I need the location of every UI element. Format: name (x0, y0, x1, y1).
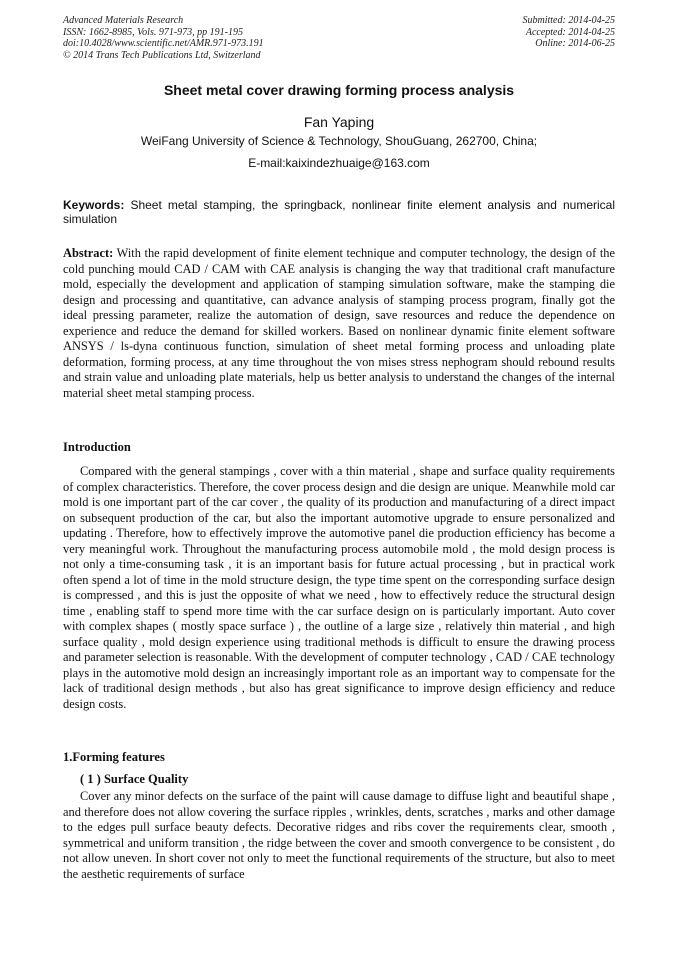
abstract-label: Abstract: (63, 246, 114, 260)
journal-info-header (63, 15, 264, 61)
surface-quality-paragraph: Cover any minor defects on the surface of the paint will cause damage to diffuse light and beautiful shape , and therefore does not allow covering the surface ripples , wrinkles, dents, scratches , marks and other damage to the edges pull surface beauty defects. Decorative ridges and ribs cover the requirements clear, smooth , symmetrical and uniform transition , the ridge between the cover and smooth convergence to be consistent , do not allow uneven. In short cover not only to meet the functional requirements of the structure, but also to meet the aesthetic requirements of surface (63, 789, 615, 881)
submitted-date: Submitted: 2014-04-25 (522, 15, 615, 26)
author-name: Fan Yaping (303, 114, 375, 130)
abstract (63, 246, 615, 401)
surface-quality-heading: ( 1 ) Surface Quality (80, 772, 189, 786)
introduction-heading: Introduction (63, 440, 131, 454)
author-affiliation: WeiFang University of Science & Technology, ShouGuang, 262700, China; (140, 134, 538, 148)
online-date: Online: 2014-06-25 (535, 38, 615, 49)
journal-doi[interactable]: doi:10.4028/www.scientific.net/AMR.971-973.191 (63, 38, 264, 49)
journal-name: Advanced Materials Research (63, 15, 184, 26)
forming-features-heading: 1.Forming features (63, 750, 165, 764)
abstract-text: With the rapid development of finite element technique and computer technology, the design of the cold punching mould CAD / CAM with CAE analysis is changing the way that traditional craft manufacture mold, especially the development and application of stamping simulation software, make the stamping die design and processing and quantitative, can advance analysis of stamping process program, finally got the ideal pressing parameter, realize the automation of design, save resources and reduce the dependence on experience and reduce the demand for skilled workers. Based on nonlinear dynamic finite element software ANSYS / ls-dyna continuous function, simulation of sheet metal forming process and unloading plate deformation, forming process, at any time throughout the von mises stress nephogram should rebound results and strain value and unloading plate materials, help us better analysis to understand the changes of the internal material sheet metal stamping process. (63, 246, 615, 400)
keywords (63, 198, 615, 226)
introduction-paragraph: Compared with the general stampings , cover with a thin material , shape and surface quality requirements of complex characteristics. Therefore, the cover process design and die design are unique. Meanwhile mold car mold is one important part of the car cover , the quality of its production and manufacturing of a direct impact on subsequent production of the car, but also the important automotive upgrade to ensure personalized and updating . Therefore, how to effectively improve the automotive panel die production efficiency has become a very meaningful work. Throughout the manufacturing process automobile mold , the mold design process is not only a time-consuming task , it is an important basis for future actual processing , but in practical work often spend a lot of time in the mold structure design, the type time spent on the corresponding surface design is compressed , and this is just the opposite of what we need , how to effectively reduce the structural design time , enabling staff to spend more time with the car surface design on is particularly important. Auto cover with complex shapes ( mostly space surface ) , the outline of a large size , relatively thin material , and high surface quality , mold design experience using traditional methods is difficult to ensure the drawing process and parameter selection is reasonable. With the development of computer technology , CAD / CAE technology plays in the automotive mold design an increasingly important role as an important way to compensate for the lack of traditional design methods , but also has great significance to improve design efficiency and reduce design costs. (63, 464, 615, 711)
author-email[interactable]: E-mail:kaixindezhuaige@163.com (248, 156, 430, 170)
dates-header (523, 15, 616, 50)
journal-copyright: © 2014 Trans Tech Publications Ltd, Switzerland (63, 49, 261, 61)
accepted-date: Accepted: 2014-04-25 (525, 26, 615, 38)
keywords-label: Keywords: (63, 198, 125, 212)
paper-title: Sheet metal cover drawing forming process analysis (163, 82, 515, 98)
journal-issn: ISSN: 1662-8985, Vols. 971-973, pp 191-195 (63, 26, 243, 38)
keywords-text: Sheet metal stamping, the springback, nonlinear finite element analysis and numerical simulation (63, 198, 615, 226)
